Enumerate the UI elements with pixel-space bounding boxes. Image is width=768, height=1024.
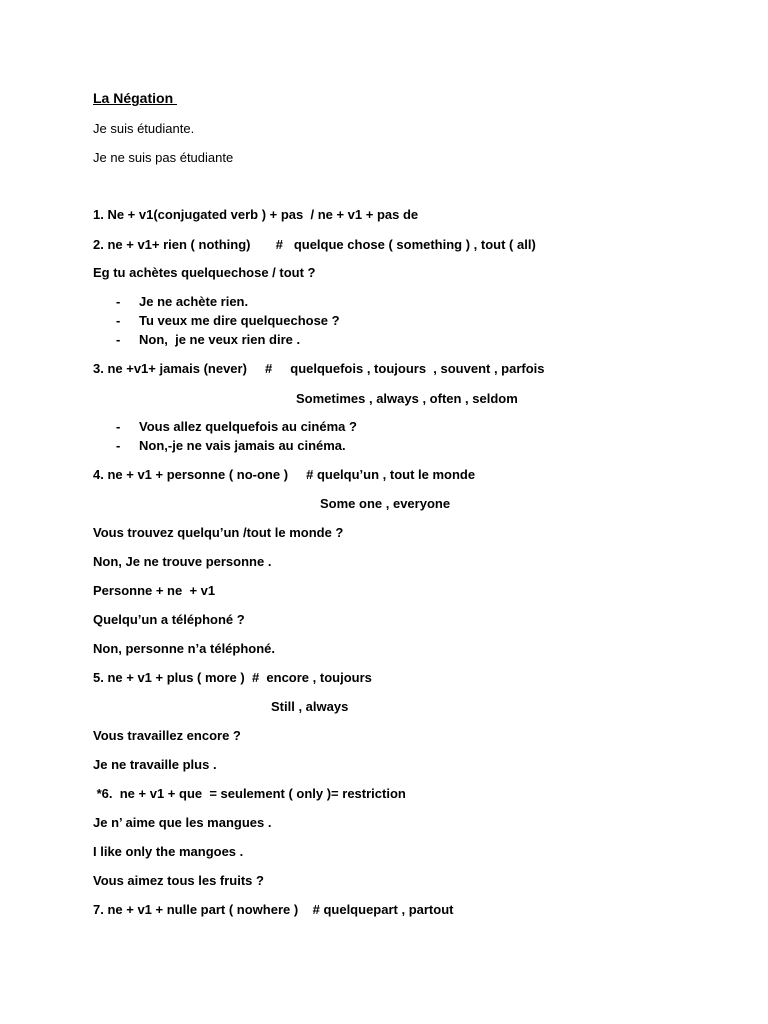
text-line: Vous travaillez encore ? — [93, 728, 241, 743]
bullet-dash: - — [116, 438, 121, 453]
doc-title: La Négation — [93, 90, 178, 106]
rule-3: 3. ne +v1+ jamais (never) # quelquefois , toujours , souvent , parfois — [93, 361, 545, 376]
rule-5: 5. ne + v1 + plus ( more ) # encore , toujours — [93, 670, 372, 685]
rule-1: 1. Ne + v1(conjugated verb ) + pas / ne + v1 + pas de — [93, 207, 419, 222]
bullet-item: Non, je ne veux rien dire . — [139, 332, 301, 347]
bullet-dash: - — [116, 332, 121, 347]
bullet-item: Vous allez quelquefois au cinéma ? — [139, 419, 357, 434]
text-line: Je ne travaille plus . — [93, 757, 217, 772]
text-line: Je n’ aime que les mangues . — [93, 815, 272, 830]
rule-3-english: Sometimes , always , often , seldom — [296, 391, 518, 406]
text-line: Non, Je ne trouve personne . — [93, 554, 272, 569]
text-line: Vous aimez tous les fruits ? — [93, 873, 264, 888]
text-line: Vous trouvez quelqu’un /tout le monde ? — [93, 525, 344, 540]
rule-4: 4. ne + v1 + personne ( no-one ) # quelqu’un , tout le monde — [93, 467, 476, 482]
rule-5-english: Still , always — [271, 699, 349, 714]
intro-line-2: Je ne suis pas étudiante — [93, 150, 234, 165]
bullet-dash: - — [116, 294, 121, 309]
bullet-item: Je ne achète rien. — [139, 294, 249, 309]
bullet-dash: - — [116, 419, 121, 434]
bullet-dash: - — [116, 313, 121, 328]
text-line: Quelqu’un a téléphoné ? — [93, 612, 245, 627]
text-line: I like only the mangoes . — [93, 844, 244, 859]
bullet-item: Tu veux me dire quelquechose ? — [139, 313, 340, 328]
rule-6: *6. ne + v1 + que = seulement ( only )= restriction — [93, 786, 406, 801]
rule-7: 7. ne + v1 + nulle part ( nowhere ) # quelquepart , partout — [93, 902, 454, 917]
text-line: Non, personne n’a téléphoné. — [93, 641, 276, 656]
intro-line-1: Je suis étudiante. — [93, 121, 195, 136]
example-1: Eg tu achètes quelquechose / tout ? — [93, 265, 316, 280]
rule-4-english: Some one , everyone — [320, 496, 451, 511]
text-line: Personne + ne + v1 — [93, 583, 216, 598]
rule-2: 2. ne + v1+ rien ( nothing) # quelque chose ( something ) , tout ( all) — [93, 237, 536, 252]
bullet-item: Non,-je ne vais jamais au cinéma. — [139, 438, 346, 453]
